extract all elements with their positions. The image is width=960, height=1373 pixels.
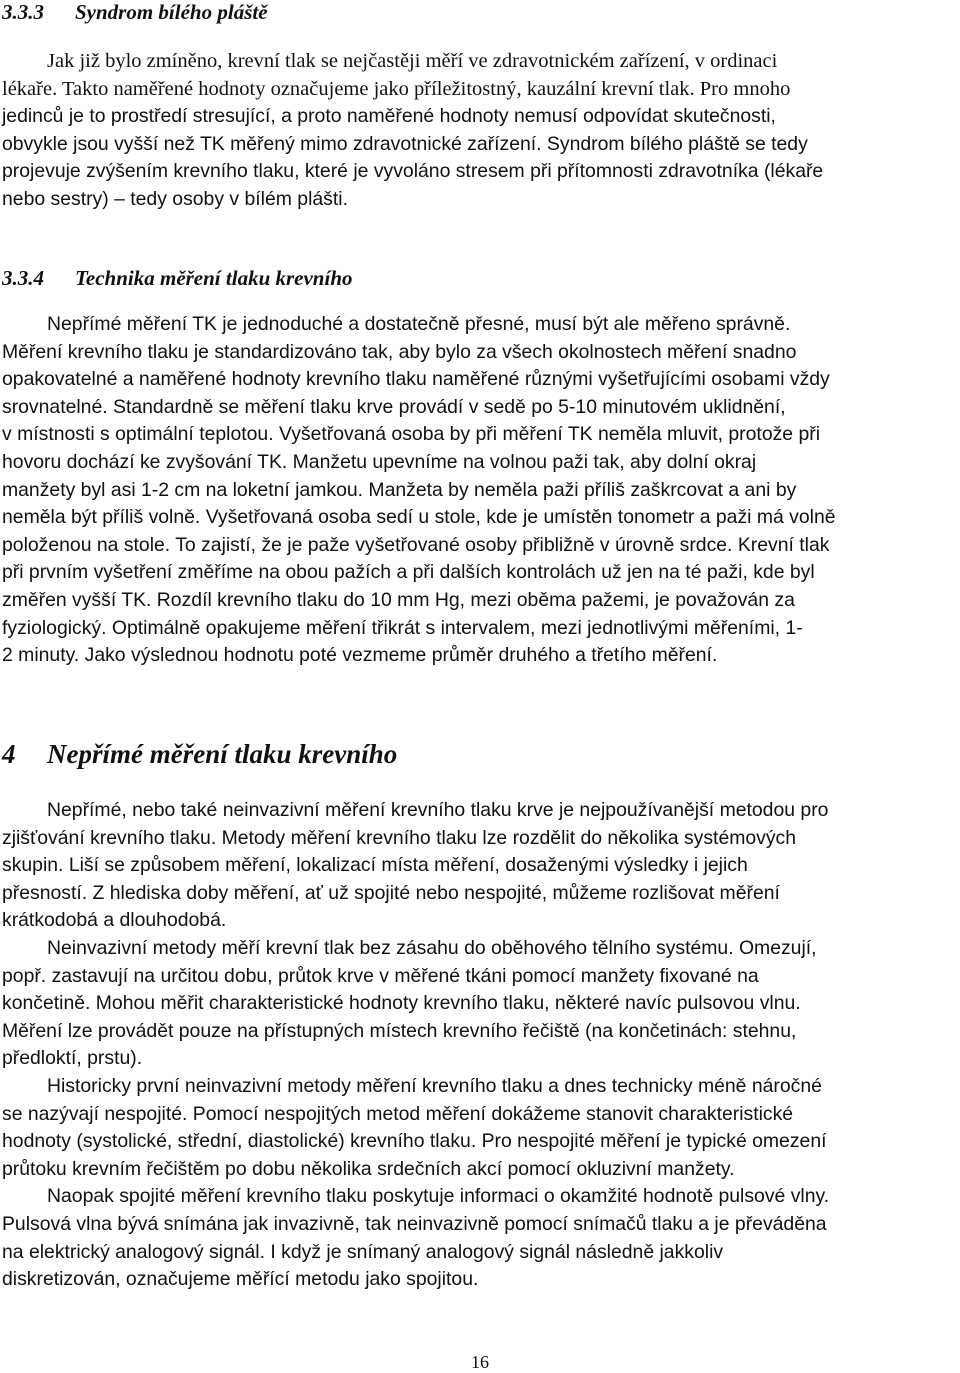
text-line: lékaře. Takto naměřené hodnoty označujeme jako příležitostný, kauzální krevní tlak. Pro mnoho bbox=[2, 77, 791, 100]
chapter-heading-4 bbox=[2, 739, 397, 770]
text-line: Jak již bylo zmíněno, krevní tlak se nejčastěji měří ve zdravotnickém zařízení, v ordinaci bbox=[47, 50, 778, 72]
section-heading-334 bbox=[2, 266, 353, 291]
text-line: přesností. Z hlediska doby měření, ať už spojité nebo nespojité, můžeme rozlišovat měření bbox=[2, 881, 780, 904]
text-line: srovnatelné. Standardně se měření tlaku krve provádí v sedě po 5-10 minutovém uklidnění, bbox=[2, 395, 786, 418]
text-line: průtoku krevním řečištěm po dobu několika srdečních akcí pomocí okluzivní manžety. bbox=[2, 1157, 735, 1180]
section-heading-333 bbox=[2, 0, 268, 25]
text-line: na elektrický analogový signál. I když je snímaný analogový signál následně jakkoliv bbox=[2, 1240, 724, 1263]
text-line: Nepřímé, nebo také neinvazivní měření krevního tlaku krve je nejpoužívanější metodou pro bbox=[47, 799, 829, 821]
text-line: manžety byl asi 1-2 cm na loketní jamkou. Manžeta by neměla paži příliš zaškrcovat a ani by bbox=[2, 478, 797, 501]
text-line: hodnoty (systolické, střední, diastolické) krevního tlaku. Pro nespojité měření je typické omezení bbox=[2, 1130, 827, 1153]
text-line: Nepřímé měření TK je jednoduché a dostatečně přesné, musí být ale měřeno správně. bbox=[47, 313, 791, 335]
text-line: fyziologický. Optimálně opakujeme měření třikrát s intervalem, mezi jednotlivými měřeními, 1- bbox=[2, 616, 803, 639]
text-line: v místnosti s optimální teplotou. Vyšetřovaná osoba by při měření TK neměla mluvit, protože při bbox=[2, 423, 821, 446]
page-number: 16 bbox=[471, 1352, 489, 1372]
text-line: změřen vyšší TK. Rozdíl krevního tlaku do 10 mm Hg, mezi oběma pažemi, je považován za bbox=[2, 588, 795, 611]
text-line: opakovatelné a naměřené hodnoty krevního tlaku naměřené různými vyšetřujícími osobami vždy bbox=[2, 368, 830, 391]
section-title: Syndrom bílého pláště bbox=[75, 0, 268, 24]
text-line: jedinců je to prostředí stresující, a proto naměřené hodnoty nemusí odpovídat skutečnosti, bbox=[2, 105, 776, 128]
section-title: Technika měření tlaku krevního bbox=[75, 266, 353, 290]
text-line: neměla být příliš volně. Vyšetřovaná osoba sedí u stole, kde je umístěn tonometr a paži má volně bbox=[2, 506, 836, 529]
text-line: projevuje zvýšením krevního tlaku, které je vyvoláno stresem při přítomnosti zdravotníka (lékaře bbox=[2, 160, 824, 183]
text-line: nebo sestry) – tedy osoby v bílém plášti. bbox=[2, 187, 348, 210]
text-line: se nazývají nespojité. Pomocí nespojitých metod měření dokážeme stanovit charakteristické bbox=[2, 1102, 794, 1125]
paragraph-white-coat bbox=[2, 48, 956, 214]
section-number: 3.3.3 bbox=[2, 0, 44, 24]
text-line: hovoru dochází ke zvyšování TK. Manžetu upevníme na volnou paži tak, aby dolní okraj bbox=[2, 450, 757, 473]
text-line: Historicky první neinvazivní metody měření krevního tlaku a dnes technicky méně náročné bbox=[47, 1074, 822, 1097]
text-line: Pulsová vlna bývá snímána jak invazivně, tak neinvazivně pomocí snímačů tlaku a je převáděna bbox=[2, 1212, 827, 1235]
paragraph-indirect-intro bbox=[2, 797, 956, 1294]
paragraph-measurement-technique bbox=[2, 311, 956, 670]
text-line: při prvním vyšetření změříme na obou pažích a při dalších kontrolách už jen na té paži, kde byl bbox=[2, 561, 815, 584]
section-number: 3.3.4 bbox=[2, 266, 44, 290]
chapter-title: Nepřímé měření tlaku krevního bbox=[47, 739, 398, 769]
text-line: Neinvazivní metody měří krevní tlak bez zásahu do oběhového tělního systému. Omezují, bbox=[47, 936, 817, 959]
text-line: položenou na stole. To zajistí, že je paže vyšetřované osoby přibližně v úrovně srdce. Krevní tlak bbox=[2, 533, 830, 556]
text-line: Měření lze provádět pouze na přístupných místech krevního řečiště (na končetinách: stehnu, bbox=[2, 1019, 797, 1042]
text-line: končetině. Mohou měřit charakteristické hodnoty krevního tlaku, některé navíc pulsovou vlnu. bbox=[2, 992, 801, 1015]
text-line: diskretizován, označujeme měřící metodu jako spojitou. bbox=[2, 1268, 479, 1291]
text-line: Naopak spojité měření krevního tlaku poskytuje informaci o okamžité hodnotě pulsové vlny. bbox=[47, 1185, 830, 1208]
text-line: 2 minuty. Jako výslednou hodnotu poté vezmeme průměr druhého a třetího měření. bbox=[2, 644, 718, 667]
text-line: skupin. Liší se způsobem měření, lokalizací místa měření, dosaženými výsledky i jejich bbox=[2, 854, 748, 877]
text-line: popř. zastavují na určitou dobu, průtok krve v měřené tkáni pomocí manžety fixované na bbox=[2, 964, 759, 987]
chapter-number: 4 bbox=[2, 739, 16, 769]
text-line: krátkodobá a dlouhodobá. bbox=[2, 909, 227, 932]
text-line: předloktí, prstu). bbox=[2, 1047, 143, 1070]
text-line: zjišťování krevního tlaku. Metody měření krevního tlaku lze rozdělit do několika systémových bbox=[2, 826, 797, 849]
text-line: Měření krevního tlaku je standardizováno tak, aby bylo za všech okolnostech měření snadno bbox=[2, 340, 797, 363]
text-line: obvykle jsou vyšší než TK měřený mimo zdravotnické zařízení. Syndrom bílého pláště se tedy bbox=[2, 132, 808, 155]
